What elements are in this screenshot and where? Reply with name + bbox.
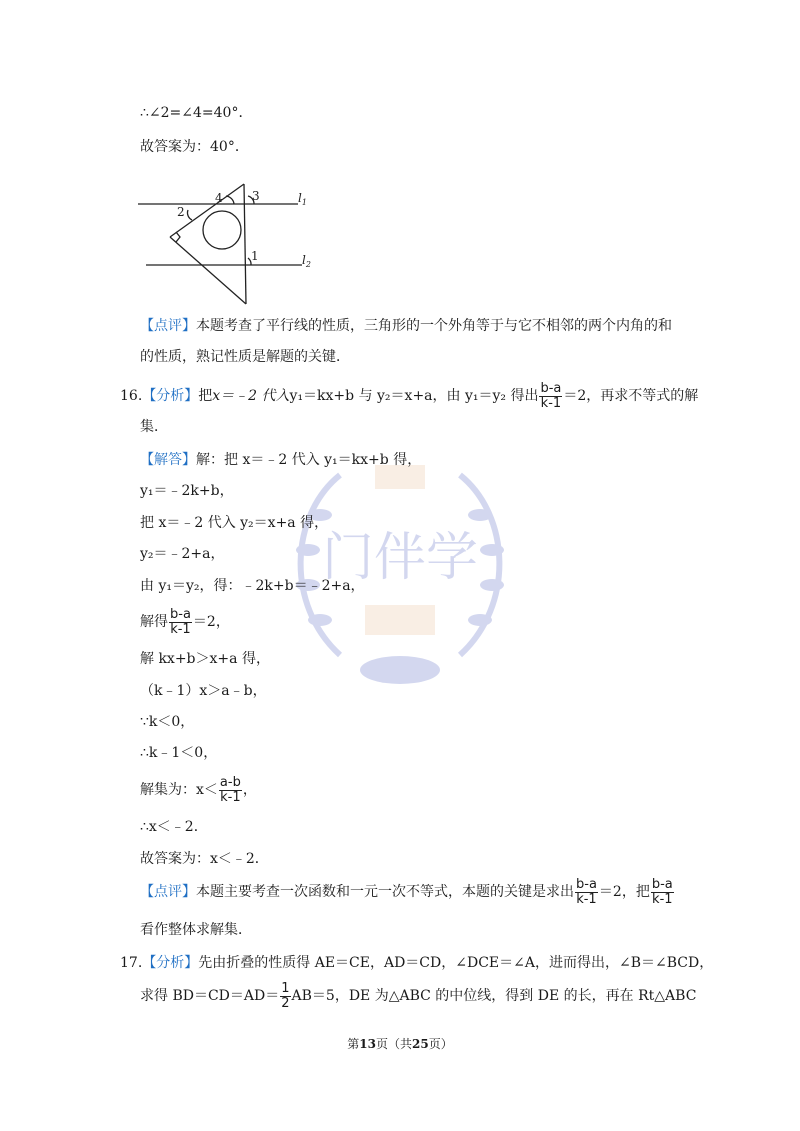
q17-analysis [120, 954, 713, 972]
footer-total-pages: 25 [412, 1037, 429, 1051]
fraction-b-a-over-k-1: $\frac{b-a}{k-1}$ [651, 876, 673, 907]
solution-line-11 [140, 774, 257, 806]
solution-line-12: ∴x＜﹣2． [140, 819, 208, 835]
footer-page-number: 13 [359, 1037, 376, 1051]
q16-analysis-cont: 集． [140, 419, 168, 435]
solution-text-1: 解：把 x＝﹣2 代入 y₁＝kx+b 得， [196, 452, 422, 468]
solution-line-2: y₁＝﹣2k+b， [140, 483, 234, 499]
geometry-figure [136, 182, 326, 306]
analysis-tag: 【分析】 [142, 955, 199, 971]
angle-label-2: 2 [177, 205, 185, 219]
footer-post: 页） [428, 1037, 453, 1051]
q16-number: 16. [120, 388, 143, 404]
fraction-b-a-over-k-1: $\frac{b-a}{k-1}$ [540, 380, 562, 411]
fraction-a-b-over-k-1: $\frac{a-b}{k-1}$ [219, 774, 241, 805]
review-16-cont: 看作整体求解集． [140, 922, 252, 938]
review-16-text-a: 本题主要考查一次函数和一元一次不等式，本题的关键是求出 [196, 884, 574, 900]
analysis-tag: 【分析】 [142, 388, 199, 404]
q17-analysis-cont [140, 980, 696, 1012]
solution-text-11a: 解集为：x＜ [140, 782, 218, 798]
review-tag: 【点评】 [140, 884, 196, 900]
line-answer-15: 故答案为：40°． [140, 139, 249, 155]
q16-analysis [120, 380, 698, 412]
triangle-side-right [244, 184, 246, 304]
solution-line-4: y₂＝﹣2+a， [140, 546, 225, 562]
q17-text-b: 求得 BD＝CD＝AD＝ [140, 988, 280, 1004]
solution-text-11b: ， [242, 782, 257, 798]
angle-label-4: 4 [215, 191, 223, 205]
footer-mid: 页（共 [375, 1037, 412, 1051]
q17-text-c: AB＝5，DE 为△ABC 的中位线，得到 DE 的长，再在 Rt△ABC [291, 988, 697, 1004]
watermark-text: 门伴学 [321, 528, 479, 588]
triangle-side-bottom [170, 237, 246, 304]
q16-text-c: y₁＝kx+b 与 y₂＝x+a，由 y₁＝y₂ 得出 [289, 388, 539, 404]
angle-label-1: 1 [251, 249, 259, 263]
solution-tag: 【解答】 [140, 452, 196, 468]
q16-text-d: ＝2，再求不等式的解 [563, 388, 699, 404]
page-footer [0, 1035, 800, 1052]
q16-text-b: x＝﹣2 代入 [212, 388, 290, 404]
q16-text-a: 把 [198, 388, 213, 404]
solution-line-8: （k﹣1）x＞a﹣b， [140, 683, 267, 699]
review-16-text-b: ＝2，把 [598, 884, 650, 900]
solution-line-5: 由 y₁＝y₂，得：﹣2k+b＝﹣2+a， [140, 578, 365, 594]
fraction-one-half: $\frac{1}{2}$ [281, 980, 290, 1011]
review-15-cont: 的性质，熟记性质是解题的关键． [140, 349, 350, 365]
review-text: 本题考查了平行线的性质，三角形的一个外角等于与它不相邻的两个内角的和 [196, 318, 672, 334]
fraction-b-a-over-k-1: $\frac{b-a}{k-1}$ [576, 876, 597, 907]
solution-text-6b: ＝2， [192, 614, 230, 630]
review-tag: 【点评】 [140, 318, 196, 334]
q17-text-a: 先由折叠的性质得 AE＝CE，AD＝CD，∠DCE＝∠A，进而得出，∠B＝∠BCD， [198, 955, 714, 971]
solution-line-9: ∵k＜0， [140, 714, 195, 730]
review-15 [140, 317, 672, 335]
inner-circle [203, 211, 241, 249]
solution-line-10: ∴k﹣1＜0， [140, 745, 218, 761]
footer-pre: 第 [347, 1037, 360, 1051]
solution-line-3: 把 x＝﹣2 代入 y₂＝x+a 得， [140, 515, 329, 531]
solution-line-13: 故答案为：x＜﹣2． [140, 851, 269, 867]
line-angle-equal: ∴∠2=∠4=40°． [140, 105, 253, 121]
label-l2: $l_2$ [302, 253, 311, 269]
watermark-logo [280, 435, 520, 695]
solution-line-7: 解 kx+b＞x+a 得， [140, 651, 270, 667]
fraction-b-a-over-k-1: $\frac{b-a}{k-1}$ [170, 606, 191, 637]
solution-line-1 [140, 451, 421, 469]
solution-text-6a: 解得 [140, 614, 168, 630]
label-l1: $l_1$ [298, 191, 307, 207]
review-16 [140, 876, 675, 908]
solution-line-6 [140, 606, 230, 638]
q17-number: 17. [120, 955, 143, 971]
angle-label-3: 3 [252, 189, 260, 203]
